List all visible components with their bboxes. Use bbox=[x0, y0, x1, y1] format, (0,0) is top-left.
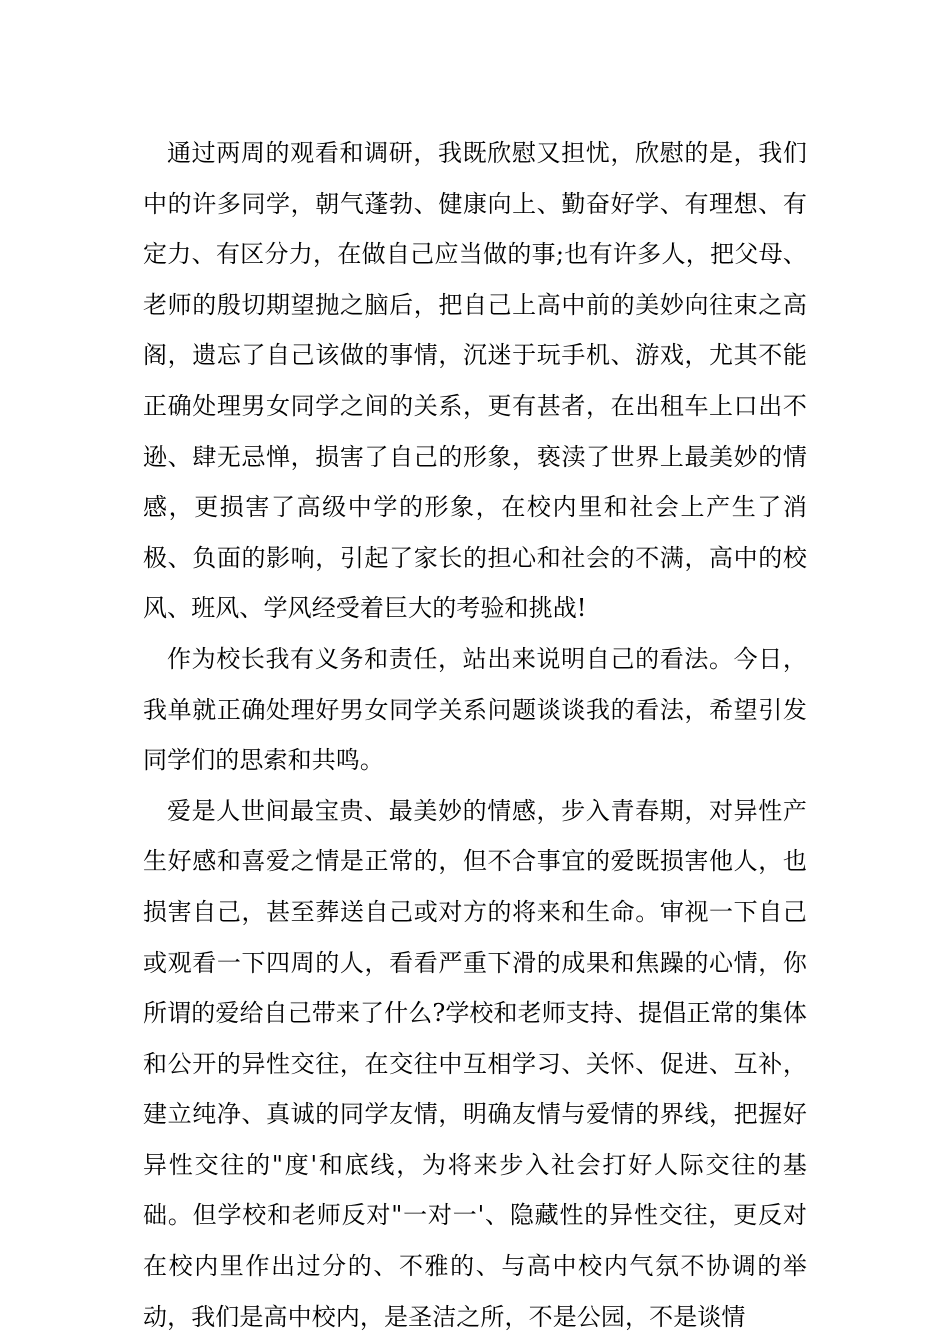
paragraph-2: 作为校长我有义务和责任，站出来说明自己的看法。今日，我单就正确处理好男女同学关系问题谈谈我的看法，希望引发同学们的思索和共鸣。 bbox=[143, 644, 807, 775]
paragraph-1: 通过两周的观看和调研，我既欣慰又担忧，欣慰的是，我们中的许多同学，朝气蓬勃、健康向上、勤奋好学、有理想、有定力、有区分力，在做自己应当做的事;也有许多人，把父母、老师的殷切期望抛之脑后，把自己上高中前的美妙向往束之高阁，遗忘了自己该做的事情，沉迷于玩手机、游戏，尤其不能正确处理男女同学之间的关系，更有甚者，在出租车上口出不逊、肆无忌惮，损害了自己的形象，亵渎了世界上最美妙的情感，更损害了高级中学的形象，在校内里和社会上产生了消极、负面的影响，引起了家长的担心和社会的不满，高中的校风、班风、学风经受着巨大的考验和挑战! bbox=[143, 139, 807, 623]
document-body bbox=[143, 128, 807, 1342]
paragraph-3: 爱是人世间最宝贵、最美妙的情感，步入青春期，对异性产生好感和喜爱之情是正常的，但不合事宜的爱既损害他人，也损害自己，甚至葬送自己或对方的将来和生命。审视一下自己或观看一下四周的人，看看严重下滑的成果和焦躁的心情，你所谓的爱给自己带来了什么?学校和老师支持、提倡正常的集体和公开的异性交往，在交往中互相学习、关怀、促进、互补，建立纯净、真诚的同学友情，明确友情与爱情的界线，把握好异性交往的"度'和底线，为将来步入社会打好人际交往的基础。但学校和老师反对"一对一'、隐藏性的异性交往，更反对在校内里作出过分的、不雅的、与高中校内气氛不协调的举动，我们是高中校内，是圣洁之所，不是公园，不是谈情 bbox=[143, 796, 807, 1331]
